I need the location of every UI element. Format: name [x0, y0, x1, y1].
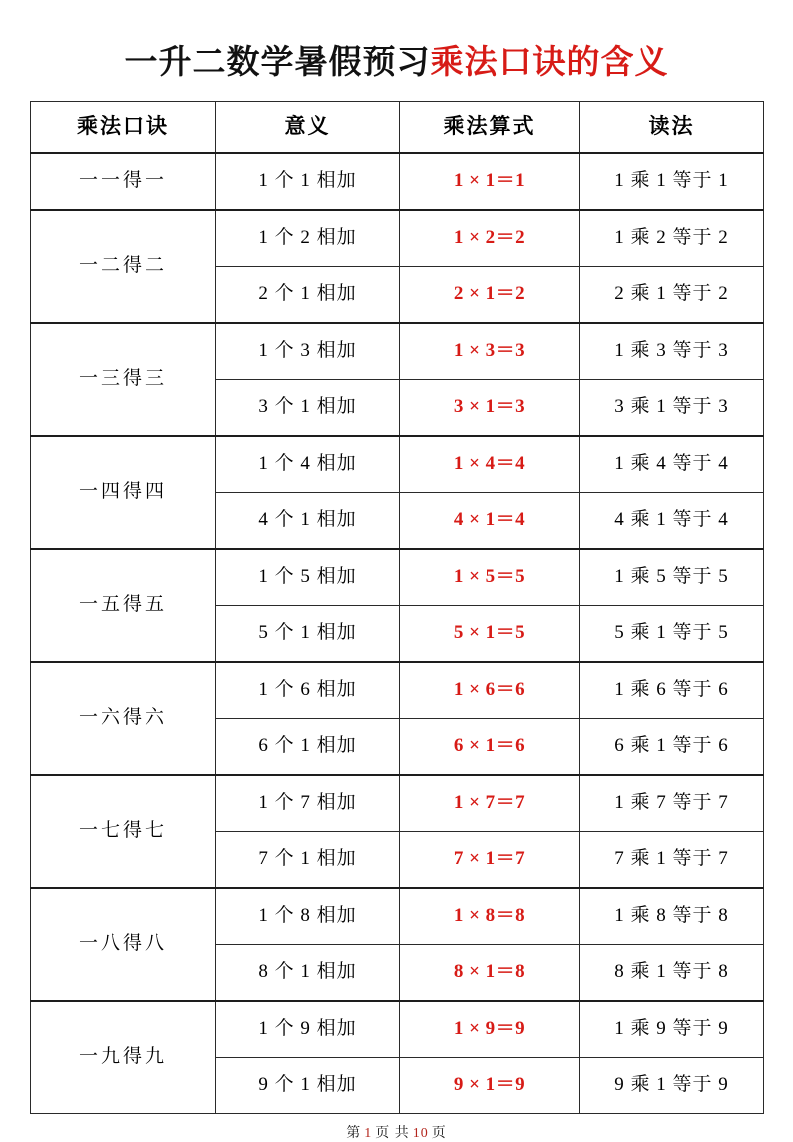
formula-cell: 1 × 6＝6 [400, 662, 580, 719]
page-title-red: 乘法口诀的含义 [430, 45, 669, 81]
table-row [31, 888, 764, 945]
formula-cell: 8 × 1＝8 [400, 945, 580, 1002]
formula-cell: 6 × 1＝6 [400, 719, 580, 776]
formula-cell: 3 × 1＝3 [400, 380, 580, 437]
phrase-cell: 一七得七 [31, 775, 216, 888]
meaning-cell: 1 个 9 相加 [216, 1001, 400, 1058]
phrase-cell: 一二得二 [31, 210, 216, 323]
footer-page-number: 1 [364, 1126, 373, 1141]
multiplication-table [30, 101, 764, 1114]
formula-cell: 1 × 1＝1 [400, 153, 580, 210]
formula-cell: 1 × 2＝2 [400, 210, 580, 267]
formula-cell: 1 × 7＝7 [400, 775, 580, 832]
phrase-cell: 一九得九 [31, 1001, 216, 1114]
formula-cell: 9 × 1＝9 [400, 1058, 580, 1114]
table-row [31, 775, 764, 832]
footer-middle: 页 共 [375, 1126, 410, 1141]
reading-cell: 3 乘 1 等于 3 [580, 380, 764, 437]
reading-cell: 7 乘 1 等于 7 [580, 832, 764, 889]
reading-cell: 1 乘 7 等于 7 [580, 775, 764, 832]
meaning-cell: 1 个 3 相加 [216, 323, 400, 380]
page-title-black: 一升二数学暑假预习 [124, 45, 431, 81]
meaning-cell: 1 个 8 相加 [216, 888, 400, 945]
meaning-cell: 9 个 1 相加 [216, 1058, 400, 1114]
table-row [31, 436, 764, 493]
meaning-cell: 5 个 1 相加 [216, 606, 400, 663]
formula-cell: 7 × 1＝7 [400, 832, 580, 889]
meaning-cell: 1 个 5 相加 [216, 549, 400, 606]
footer-total-pages: 10 [412, 1126, 429, 1141]
reading-cell: 1 乘 5 等于 5 [580, 549, 764, 606]
footer-suffix: 页 [431, 1126, 447, 1141]
meaning-cell: 1 个 2 相加 [216, 210, 400, 267]
column-header-formula: 乘法算式 [400, 102, 580, 154]
meaning-cell: 2 个 1 相加 [216, 267, 400, 324]
formula-cell: 1 × 3＝3 [400, 323, 580, 380]
table-row [31, 210, 764, 267]
column-header-phrase: 乘法口诀 [31, 102, 216, 154]
phrase-cell: 一三得三 [31, 323, 216, 436]
meaning-cell: 1 个 6 相加 [216, 662, 400, 719]
phrase-cell: 一四得四 [31, 436, 216, 549]
meaning-cell: 1 个 4 相加 [216, 436, 400, 493]
meaning-cell: 3 个 1 相加 [216, 380, 400, 437]
reading-cell: 1 乘 6 等于 6 [580, 662, 764, 719]
reading-cell: 2 乘 1 等于 2 [580, 267, 764, 324]
reading-cell: 8 乘 1 等于 8 [580, 945, 764, 1002]
reading-cell: 4 乘 1 等于 4 [580, 493, 764, 550]
phrase-cell: 一八得八 [31, 888, 216, 1001]
phrase-cell: 一六得六 [31, 662, 216, 775]
table-row [31, 153, 764, 210]
table-header [31, 102, 764, 154]
reading-cell: 1 乘 4 等于 4 [580, 436, 764, 493]
table-row [31, 1001, 764, 1058]
meaning-cell: 8 个 1 相加 [216, 945, 400, 1002]
reading-cell: 1 乘 2 等于 2 [580, 210, 764, 267]
phrase-cell: 一一得一 [31, 153, 216, 210]
page-title [30, 0, 763, 101]
formula-cell: 1 × 9＝9 [400, 1001, 580, 1058]
formula-cell: 1 × 5＝5 [400, 549, 580, 606]
formula-cell: 2 × 1＝2 [400, 267, 580, 324]
meaning-cell: 4 个 1 相加 [216, 493, 400, 550]
table-row [31, 662, 764, 719]
meaning-cell: 1 个 1 相加 [216, 153, 400, 210]
reading-cell: 6 乘 1 等于 6 [580, 719, 764, 776]
formula-cell: 4 × 1＝4 [400, 493, 580, 550]
meaning-cell: 6 个 1 相加 [216, 719, 400, 776]
column-header-reading: 读法 [580, 102, 764, 154]
reading-cell: 5 乘 1 等于 5 [580, 606, 764, 663]
meaning-cell: 7 个 1 相加 [216, 832, 400, 889]
page-footer [30, 1122, 763, 1142]
table-row [31, 323, 764, 380]
meaning-cell: 1 个 7 相加 [216, 775, 400, 832]
formula-cell: 1 × 4＝4 [400, 436, 580, 493]
reading-cell: 1 乘 8 等于 8 [580, 888, 764, 945]
table-body [31, 153, 764, 1114]
column-header-meaning: 意义 [216, 102, 400, 154]
formula-cell: 5 × 1＝5 [400, 606, 580, 663]
reading-cell: 1 乘 3 等于 3 [580, 323, 764, 380]
footer-prefix: 第 [346, 1126, 362, 1141]
reading-cell: 9 乘 1 等于 9 [580, 1058, 764, 1114]
phrase-cell: 一五得五 [31, 549, 216, 662]
table-header-row [31, 102, 764, 154]
formula-cell: 1 × 8＝8 [400, 888, 580, 945]
reading-cell: 1 乘 1 等于 1 [580, 153, 764, 210]
reading-cell: 1 乘 9 等于 9 [580, 1001, 764, 1058]
table-row [31, 549, 764, 606]
